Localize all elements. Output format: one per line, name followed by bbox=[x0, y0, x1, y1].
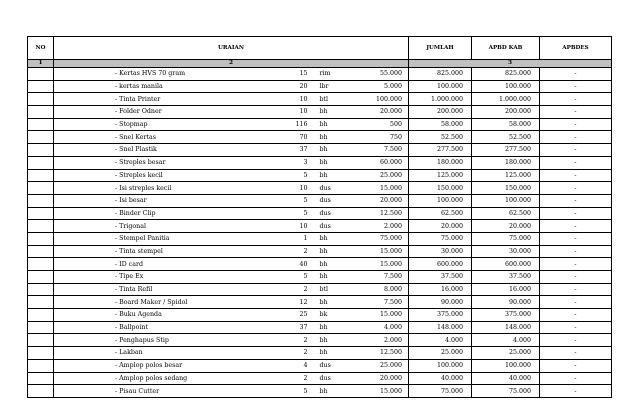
row-no-cell bbox=[28, 283, 54, 296]
item-description: - Buku Agenda bbox=[54, 309, 279, 322]
item-description: - Isi streples kecil bbox=[54, 182, 279, 195]
row-no-cell bbox=[28, 118, 54, 131]
item-jumlah: 52.500 bbox=[409, 131, 472, 144]
item-description: - Ballpoint bbox=[54, 321, 279, 334]
row-no-cell bbox=[28, 334, 54, 347]
item-quantity: 3 bbox=[279, 156, 317, 169]
row-no-cell bbox=[28, 271, 54, 284]
table-row bbox=[28, 283, 612, 296]
item-apbdes: - bbox=[540, 118, 612, 131]
item-apbdes: - bbox=[540, 271, 612, 284]
item-apbd-kab: 75.000 bbox=[472, 232, 540, 245]
item-unit-price: 15.000 bbox=[355, 258, 409, 271]
item-unit: dus bbox=[317, 359, 355, 372]
column-index-row bbox=[28, 60, 612, 68]
item-unit-price: 100.000 bbox=[355, 93, 409, 106]
item-unit: bh bbox=[317, 131, 355, 144]
table-row bbox=[28, 144, 612, 157]
row-no-cell bbox=[28, 372, 54, 385]
item-description: - Binder Clip bbox=[54, 207, 279, 220]
item-unit-price: 75.000 bbox=[355, 232, 409, 245]
item-description: - Penghapus Stip bbox=[54, 334, 279, 347]
item-unit-price: 2.000 bbox=[355, 334, 409, 347]
table-row bbox=[28, 207, 612, 220]
index-1: 1 bbox=[28, 60, 54, 68]
item-unit: dus bbox=[317, 372, 355, 385]
item-apbdes: - bbox=[540, 245, 612, 258]
item-unit: dus bbox=[317, 194, 355, 207]
item-quantity: 10 bbox=[279, 106, 317, 119]
row-no-cell bbox=[28, 194, 54, 207]
row-no-cell bbox=[28, 220, 54, 233]
item-description: - Folder Odner bbox=[54, 106, 279, 119]
item-jumlah: 25.000 bbox=[409, 347, 472, 360]
item-unit: bh bbox=[317, 169, 355, 182]
item-quantity: 20 bbox=[279, 80, 317, 93]
row-no-cell bbox=[28, 80, 54, 93]
item-apbd-kab: 30.000 bbox=[472, 245, 540, 258]
row-no-cell bbox=[28, 385, 54, 398]
table-row bbox=[28, 347, 612, 360]
item-quantity: 25 bbox=[279, 309, 317, 322]
item-description: - Streples kecil bbox=[54, 169, 279, 182]
row-no-cell bbox=[28, 156, 54, 169]
index-3: 3 bbox=[409, 60, 612, 68]
item-quantity: 2 bbox=[279, 283, 317, 296]
item-apbd-kab: 1.000.000 bbox=[472, 93, 540, 106]
item-unit: bh bbox=[317, 156, 355, 169]
item-quantity: 5 bbox=[279, 385, 317, 398]
item-unit-price: 7.500 bbox=[355, 144, 409, 157]
table-row bbox=[28, 118, 612, 131]
item-quantity: 2 bbox=[279, 347, 317, 360]
item-unit-price: 60.000 bbox=[355, 156, 409, 169]
budget-table bbox=[27, 36, 612, 398]
item-apbd-kab: 40.000 bbox=[472, 372, 540, 385]
item-unit-price: 500 bbox=[355, 118, 409, 131]
item-jumlah: 62.500 bbox=[409, 207, 472, 220]
header-row bbox=[28, 37, 612, 60]
table-row bbox=[28, 68, 612, 81]
item-jumlah: 37.500 bbox=[409, 271, 472, 284]
item-unit: bh bbox=[317, 144, 355, 157]
item-description: - Amplop polos sedang bbox=[54, 372, 279, 385]
item-apbdes: - bbox=[540, 309, 612, 322]
item-jumlah: 148.000 bbox=[409, 321, 472, 334]
item-apbdes: - bbox=[540, 106, 612, 119]
table-row bbox=[28, 359, 612, 372]
item-jumlah: 150.000 bbox=[409, 182, 472, 195]
col-apbdes-header: APBDES bbox=[540, 37, 612, 60]
item-apbdes: - bbox=[540, 283, 612, 296]
row-no-cell bbox=[28, 258, 54, 271]
item-apbdes: - bbox=[540, 347, 612, 360]
item-unit-price: 2.000 bbox=[355, 220, 409, 233]
row-no-cell bbox=[28, 347, 54, 360]
item-quantity: 12 bbox=[279, 296, 317, 309]
table-row bbox=[28, 106, 612, 119]
item-unit-price: 15.000 bbox=[355, 385, 409, 398]
item-apbdes: - bbox=[540, 144, 612, 157]
item-apbdes: - bbox=[540, 156, 612, 169]
item-apbdes: - bbox=[540, 334, 612, 347]
item-apbdes: - bbox=[540, 220, 612, 233]
item-jumlah: 1.000.000 bbox=[409, 93, 472, 106]
item-apbdes: - bbox=[540, 385, 612, 398]
item-apbd-kab: 600.000 bbox=[472, 258, 540, 271]
table-row bbox=[28, 258, 612, 271]
item-jumlah: 75.000 bbox=[409, 232, 472, 245]
item-unit-price: 7.500 bbox=[355, 271, 409, 284]
item-apbdes: - bbox=[540, 194, 612, 207]
item-unit-price: 25.000 bbox=[355, 169, 409, 182]
item-quantity: 2 bbox=[279, 334, 317, 347]
row-no-cell bbox=[28, 182, 54, 195]
row-no-cell bbox=[28, 93, 54, 106]
item-description: - Tinta Printer bbox=[54, 93, 279, 106]
row-no-cell bbox=[28, 232, 54, 245]
item-jumlah: 125.000 bbox=[409, 169, 472, 182]
item-unit-price: 15.000 bbox=[355, 245, 409, 258]
item-jumlah: 40.000 bbox=[409, 372, 472, 385]
item-description: - Kertas HVS 70 gram bbox=[54, 68, 279, 81]
table-row bbox=[28, 321, 612, 334]
table-row bbox=[28, 80, 612, 93]
item-unit-price: 20.000 bbox=[355, 194, 409, 207]
item-jumlah: 58.000 bbox=[409, 118, 472, 131]
item-quantity: 15 bbox=[279, 68, 317, 81]
row-no-cell bbox=[28, 106, 54, 119]
item-jumlah: 16.000 bbox=[409, 283, 472, 296]
item-quantity: 10 bbox=[279, 182, 317, 195]
row-no-cell bbox=[28, 359, 54, 372]
item-unit: lbr bbox=[317, 80, 355, 93]
item-apbd-kab: 375.000 bbox=[472, 309, 540, 322]
item-description: - Trigonal bbox=[54, 220, 279, 233]
item-apbd-kab: 20.000 bbox=[472, 220, 540, 233]
item-apbdes: - bbox=[540, 131, 612, 144]
item-description: - Tipe Ex bbox=[54, 271, 279, 284]
table-row bbox=[28, 220, 612, 233]
item-unit-price: 8.000 bbox=[355, 283, 409, 296]
item-jumlah: 75.000 bbox=[409, 385, 472, 398]
table-row bbox=[28, 93, 612, 106]
item-unit: bh bbox=[317, 347, 355, 360]
row-no-cell bbox=[28, 321, 54, 334]
item-description: - Snel Plastik bbox=[54, 144, 279, 157]
item-description: - Stopmap bbox=[54, 118, 279, 131]
item-apbd-kab: 200.000 bbox=[472, 106, 540, 119]
item-description: - Amplop polos besar bbox=[54, 359, 279, 372]
item-quantity: 5 bbox=[279, 207, 317, 220]
table-row bbox=[28, 271, 612, 284]
item-unit: bk bbox=[317, 309, 355, 322]
item-unit-price: 750 bbox=[355, 131, 409, 144]
item-apbd-kab: 100.000 bbox=[472, 359, 540, 372]
item-quantity: 2 bbox=[279, 372, 317, 385]
table-row bbox=[28, 169, 612, 182]
item-description: - Isi besar bbox=[54, 194, 279, 207]
item-apbdes: - bbox=[540, 258, 612, 271]
col-jumlah-header: JUMLAH bbox=[409, 37, 472, 60]
item-apbd-kab: 62.500 bbox=[472, 207, 540, 220]
item-jumlah: 825.000 bbox=[409, 68, 472, 81]
row-no-cell bbox=[28, 207, 54, 220]
item-unit: rim bbox=[317, 68, 355, 81]
item-unit: bh bbox=[317, 118, 355, 131]
item-quantity: 116 bbox=[279, 118, 317, 131]
row-no-cell bbox=[28, 296, 54, 309]
table-row bbox=[28, 245, 612, 258]
table-row bbox=[28, 296, 612, 309]
item-jumlah: 100.000 bbox=[409, 359, 472, 372]
col-apbd-kab-header: APBD KAB bbox=[472, 37, 540, 60]
col-uraian-header: URAIAN bbox=[54, 37, 409, 60]
item-apbdes: - bbox=[540, 359, 612, 372]
item-apbdes: - bbox=[540, 169, 612, 182]
row-no-cell bbox=[28, 131, 54, 144]
table-row bbox=[28, 156, 612, 169]
item-description: - Pisau Cutter bbox=[54, 385, 279, 398]
item-apbd-kab: 25.000 bbox=[472, 347, 540, 360]
table-body bbox=[28, 68, 612, 398]
item-apbd-kab: 148.000 bbox=[472, 321, 540, 334]
item-unit-price: 5.000 bbox=[355, 80, 409, 93]
item-apbd-kab: 37.500 bbox=[472, 271, 540, 284]
item-description: - Snel Kertas bbox=[54, 131, 279, 144]
item-unit: btl bbox=[317, 283, 355, 296]
item-unit-price: 15.000 bbox=[355, 182, 409, 195]
item-unit-price: 20.000 bbox=[355, 372, 409, 385]
item-quantity: 10 bbox=[279, 220, 317, 233]
item-apbd-kab: 52.500 bbox=[472, 131, 540, 144]
item-unit-price: 25.000 bbox=[355, 359, 409, 372]
row-no-cell bbox=[28, 144, 54, 157]
item-apbd-kab: 150.000 bbox=[472, 182, 540, 195]
item-description: - Streples besar bbox=[54, 156, 279, 169]
item-apbdes: - bbox=[540, 80, 612, 93]
item-quantity: 4 bbox=[279, 359, 317, 372]
item-description: - Lakban bbox=[54, 347, 279, 360]
item-unit: bh bbox=[317, 106, 355, 119]
item-jumlah: 4.000 bbox=[409, 334, 472, 347]
item-jumlah: 30.000 bbox=[409, 245, 472, 258]
item-unit: bh bbox=[317, 334, 355, 347]
item-unit-price: 15.000 bbox=[355, 309, 409, 322]
item-unit-price: 4.000 bbox=[355, 321, 409, 334]
row-no-cell bbox=[28, 169, 54, 182]
item-jumlah: 200.000 bbox=[409, 106, 472, 119]
item-quantity: 2 bbox=[279, 245, 317, 258]
item-unit-price: 55.000 bbox=[355, 68, 409, 81]
item-apbd-kab: 75.000 bbox=[472, 385, 540, 398]
item-jumlah: 375.000 bbox=[409, 309, 472, 322]
item-unit: bh bbox=[317, 385, 355, 398]
item-unit: bh bbox=[317, 245, 355, 258]
item-jumlah: 600.000 bbox=[409, 258, 472, 271]
table-row bbox=[28, 232, 612, 245]
item-apbd-kab: 16.000 bbox=[472, 283, 540, 296]
item-unit: bh bbox=[317, 296, 355, 309]
item-apbd-kab: 180.000 bbox=[472, 156, 540, 169]
item-jumlah: 20.000 bbox=[409, 220, 472, 233]
item-jumlah: 100.000 bbox=[409, 80, 472, 93]
table-row bbox=[28, 385, 612, 398]
col-no-header: NO bbox=[28, 37, 54, 60]
item-jumlah: 90.000 bbox=[409, 296, 472, 309]
table-row bbox=[28, 372, 612, 385]
row-no-cell bbox=[28, 245, 54, 258]
item-quantity: 5 bbox=[279, 271, 317, 284]
item-unit: bh bbox=[317, 232, 355, 245]
item-apbd-kab: 4.000 bbox=[472, 334, 540, 347]
item-jumlah: 277.500 bbox=[409, 144, 472, 157]
item-unit-price: 12.500 bbox=[355, 207, 409, 220]
item-description: - Tinta Refil bbox=[54, 283, 279, 296]
item-unit: dus bbox=[317, 207, 355, 220]
item-quantity: 37 bbox=[279, 321, 317, 334]
item-apbd-kab: 825.000 bbox=[472, 68, 540, 81]
item-unit: dus bbox=[317, 182, 355, 195]
item-quantity: 70 bbox=[279, 131, 317, 144]
item-description: - kertas manila bbox=[54, 80, 279, 93]
item-unit: bh bbox=[317, 321, 355, 334]
table-row bbox=[28, 182, 612, 195]
item-unit-price: 12.500 bbox=[355, 347, 409, 360]
item-apbd-kab: 58.000 bbox=[472, 118, 540, 131]
item-apbd-kab: 277.500 bbox=[472, 144, 540, 157]
item-jumlah: 180.000 bbox=[409, 156, 472, 169]
item-apbd-kab: 100.000 bbox=[472, 194, 540, 207]
item-unit: bh bbox=[317, 271, 355, 284]
item-apbdes: - bbox=[540, 93, 612, 106]
item-description: - ID card bbox=[54, 258, 279, 271]
item-apbdes: - bbox=[540, 372, 612, 385]
table-row bbox=[28, 131, 612, 144]
row-no-cell bbox=[28, 309, 54, 322]
item-unit: btl bbox=[317, 93, 355, 106]
item-apbdes: - bbox=[540, 207, 612, 220]
item-quantity: 10 bbox=[279, 93, 317, 106]
item-apbdes: - bbox=[540, 296, 612, 309]
table-row bbox=[28, 334, 612, 347]
index-2: 2 bbox=[54, 60, 409, 68]
item-description: - Tinta stempel bbox=[54, 245, 279, 258]
table-row bbox=[28, 309, 612, 322]
item-apbd-kab: 100.000 bbox=[472, 80, 540, 93]
item-apbdes: - bbox=[540, 68, 612, 81]
item-apbd-kab: 90.000 bbox=[472, 296, 540, 309]
item-apbdes: - bbox=[540, 182, 612, 195]
item-description: - Stempel Panitia bbox=[54, 232, 279, 245]
item-quantity: 5 bbox=[279, 194, 317, 207]
item-apbdes: - bbox=[540, 232, 612, 245]
item-unit-price: 20.000 bbox=[355, 106, 409, 119]
item-quantity: 37 bbox=[279, 144, 317, 157]
item-apbd-kab: 125.000 bbox=[472, 169, 540, 182]
item-apbdes: - bbox=[540, 321, 612, 334]
item-quantity: 40 bbox=[279, 258, 317, 271]
item-quantity: 5 bbox=[279, 169, 317, 182]
item-quantity: 1 bbox=[279, 232, 317, 245]
item-description: - Board Maker / Spidol bbox=[54, 296, 279, 309]
item-unit: bh bbox=[317, 258, 355, 271]
item-jumlah: 100.000 bbox=[409, 194, 472, 207]
row-no-cell bbox=[28, 68, 54, 81]
item-unit: dus bbox=[317, 220, 355, 233]
table-row bbox=[28, 194, 612, 207]
item-unit-price: 7.500 bbox=[355, 296, 409, 309]
